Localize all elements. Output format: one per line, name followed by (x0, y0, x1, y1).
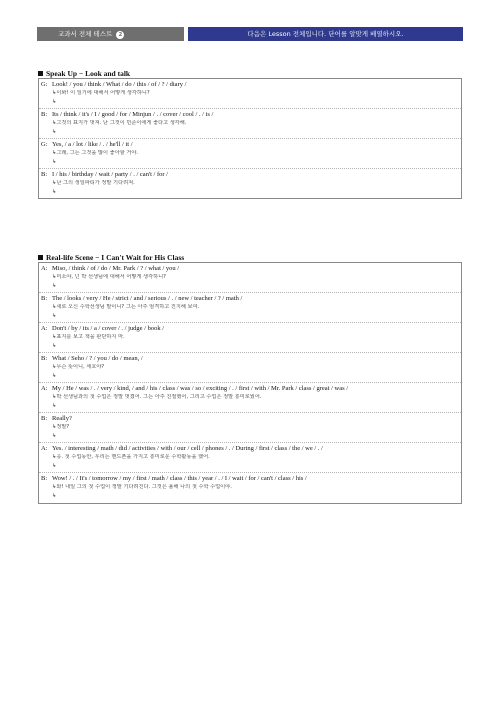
speaker-label: G: (41, 81, 48, 88)
translation-line: ↳난 그의 생일파티가 정말 기다려져. (52, 180, 135, 186)
speaker-label: B: (41, 415, 48, 422)
divider (39, 322, 461, 323)
translation-line: ↳박 선생님과의 첫 수업은 정말 멋졌어. 그는 아주 친절했어, 그리고 수업은 정말 흥미로웠어. (52, 394, 262, 400)
answer-line: ↳ (52, 433, 57, 439)
translation-line: ↳정말? (52, 424, 70, 430)
instruction-banner: 다음은 Lesson 전체입니다. 단어를 알맞게 배열하시오. (188, 27, 463, 41)
divider (39, 108, 461, 109)
answer-line: ↳ (52, 343, 57, 349)
dialogue-line (39, 265, 461, 272)
dialogue-line (39, 385, 461, 392)
translation-line: ↳표지를 보고 책을 판단하지 마. (52, 334, 125, 340)
speaker-label: A: (41, 265, 48, 272)
divider (39, 442, 461, 443)
dialogue-line (39, 171, 461, 178)
answer-line: ↳ (52, 129, 57, 135)
real-life-dialogue-box (38, 262, 462, 504)
speaker-label: G: (41, 141, 48, 148)
divider (39, 382, 461, 383)
speaker-label: A: (41, 385, 48, 392)
answer-line: ↳ (52, 403, 57, 409)
speak-up-dialogue-box (38, 78, 462, 199)
dialogue-line (39, 475, 461, 482)
speaker-label: B: (41, 111, 48, 118)
answer-line: ↳ (52, 493, 57, 499)
scrambled-words: What / Seho / ? / you / do / mean, / (52, 355, 143, 362)
speaker-label: B: (41, 355, 48, 362)
answer-line: ↳ (52, 463, 57, 469)
scrambled-words: Really? (52, 415, 72, 422)
translation-line: ↳새로 오신 수학선생님 말이니? 그는 아주 엄격하고 진지해 보여. (52, 304, 200, 310)
answer-line: ↳ (52, 283, 57, 289)
scrambled-words: Miso, / think / of / do / Mr. Park / ? / what / you / (52, 265, 180, 272)
translation-line: ↳그래, 그는 그것을 많이 좋아할 거야. (52, 150, 139, 156)
test-number-badge: 2 (116, 31, 124, 39)
divider (39, 168, 461, 169)
section-title-speak-up: Speak Up − Look and talk (38, 69, 130, 78)
scrambled-words: Yes. / interesting / math / did / activities / with / our / cell / phones / . / During / first / class / the / we / . / (52, 445, 323, 452)
dialogue-line (39, 445, 461, 452)
scrambled-words: The / looks / very / He / strict / and / serious / . / new / teacher / ? / math / (52, 295, 243, 302)
scrambled-words: Its / think / it's / I / good / for / Minjun / . / cover / cool / . / is / (52, 111, 214, 118)
dialogue-line (39, 295, 461, 302)
divider (39, 412, 461, 413)
square-bullet-icon (38, 255, 43, 260)
section-title-real-life-scene: Real-life Scene − I Can't Wait for His Class (38, 253, 184, 262)
dialogue-line (39, 141, 461, 148)
answer-line: ↳ (52, 159, 57, 165)
translation-line: ↳이봐! 이 일기에 대해서 어떻게 생각하니? (52, 90, 150, 96)
translation-line: ↳와! 내일 그의 첫 수업이 정말 기다려진다. 그것은 올해 나의 첫 수학 수업이야. (52, 484, 232, 490)
divider (39, 292, 461, 293)
speaker-label: B: (41, 475, 48, 482)
dialogue-line (39, 81, 461, 88)
dialogue-line (39, 355, 461, 362)
scrambled-words: Yes, / a / lot / like / . / he'll / it / (52, 141, 133, 148)
test-title-badge (37, 27, 184, 41)
scrambled-words: Look! / you / think / What / do / this / of / ? / diary / (52, 81, 187, 88)
divider (39, 472, 461, 473)
dialogue-line (39, 325, 461, 332)
translation-line: ↳그것의 표지가 멋져. 난 그것이 민준이에게 좋다고 생각해. (52, 120, 187, 126)
scrambled-words: My / He / was / . / very / kind, / and / his / class / was / so / exciting / . / first / with / Mr. Park / class / great / was / (52, 385, 349, 392)
scrambled-words: I / his / birthday / wait / party / . / can't / for / (52, 171, 168, 178)
speaker-label: B: (41, 295, 48, 302)
dialogue-line (39, 415, 461, 422)
divider (39, 138, 461, 139)
translation-line: ↳응. 첫 수업동안, 우리는 핸드폰을 가지고 흥미로운 수학활동을 했어. (52, 454, 210, 460)
scrambled-words: Wow! / . / It's / tomorrow / my / first / math / class / this / year / . / I / wait / for / can't / class / his / (52, 475, 307, 482)
answer-line: ↳ (52, 99, 57, 105)
dialogue-line (39, 111, 461, 118)
answer-line: ↳ (52, 189, 57, 195)
answer-line: ↳ (52, 313, 57, 319)
translation-line: ↳무슨 뜻이니, 세호야? (52, 364, 105, 370)
answer-line: ↳ (52, 373, 57, 379)
scrambled-words: Don't / by / its / a / cover / . / judge / book / (52, 325, 165, 332)
speaker-label: B: (41, 171, 48, 178)
speaker-label: A: (41, 325, 48, 332)
translation-line: ↳미소야, 넌 박 선생님에 대해서 어떻게 생각하니? (52, 274, 166, 280)
speaker-label: A: (41, 445, 48, 452)
square-bullet-icon (38, 71, 43, 76)
test-title: 교과서 전체 테스트 (58, 30, 113, 38)
divider (39, 352, 461, 353)
